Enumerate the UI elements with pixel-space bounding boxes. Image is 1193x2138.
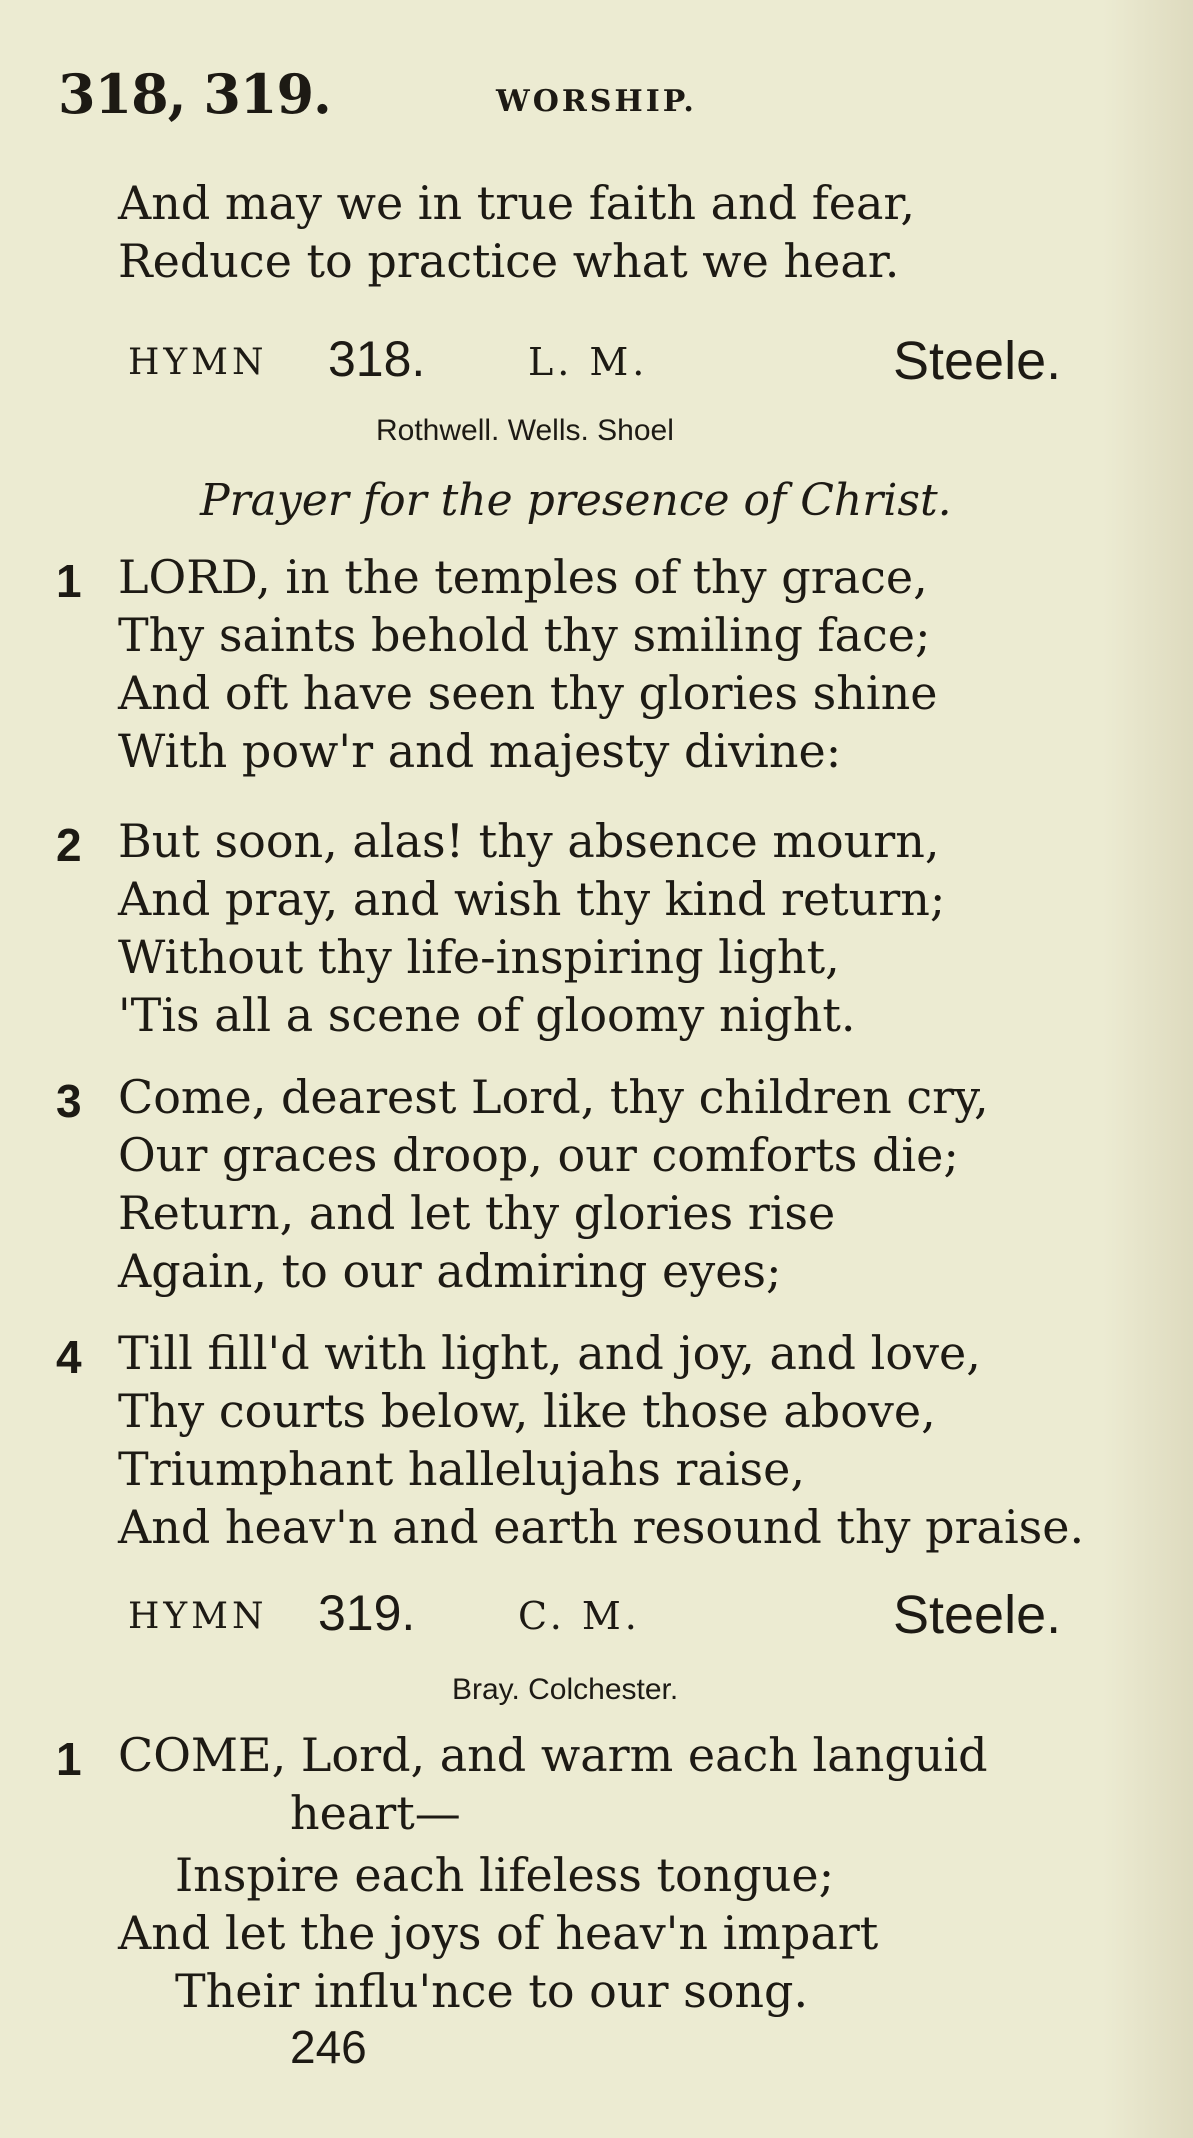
stanza-number: 1 xyxy=(56,1733,82,1785)
hymn-318-heading xyxy=(128,330,1193,390)
hymn-label: HYMN xyxy=(128,342,268,383)
hymn-318-tunes: Rothwell. Wells. Shoel xyxy=(376,414,674,447)
verse-line: And oft have seen thy glories shine xyxy=(118,666,938,720)
verse-line: Triumphant hallelujahs raise, xyxy=(118,1442,806,1496)
verse-line: Their influ'nce to our song. xyxy=(175,1964,809,2018)
verse-line: With pow'r and majesty divine: xyxy=(118,724,842,778)
stanza-number: 4 xyxy=(56,1331,82,1383)
verse-line: LORD, in the temples of thy grace, xyxy=(118,550,928,604)
verse-line: But soon, alas! thy absence mourn, xyxy=(118,814,940,868)
stanza-number: 3 xyxy=(56,1075,82,1127)
verse-line: Come, dearest Lord, thy children cry, xyxy=(118,1070,989,1124)
hymn-319-heading xyxy=(128,1584,1193,1644)
verse-line: Thy saints behold thy smiling face; xyxy=(118,608,931,662)
hymn-author: Steele. xyxy=(893,1585,1062,1645)
page-numbers: 318, 319. xyxy=(58,62,331,126)
hymn-number: 318. xyxy=(328,331,426,387)
page-header xyxy=(58,62,1158,132)
verse-line: COME, Lord, and warm each languid xyxy=(118,1728,988,1782)
hymn-319-tunes: Bray. Colchester. xyxy=(452,1673,679,1706)
verse-line: And let the joys of heav'n impart xyxy=(118,1906,879,1960)
verse-line: Till fill'd with light, and joy, and love, xyxy=(118,1326,981,1380)
hymn-318-subject: Prayer for the presence of Christ. xyxy=(200,475,952,526)
carryover-line-1: And may we in true faith and fear, xyxy=(118,176,915,230)
folio-number: 246 xyxy=(290,2021,367,2073)
verse-line: Our graces droop, our comforts die; xyxy=(118,1128,959,1182)
verse-line: Inspire each lifeless tongue; xyxy=(175,1848,835,1902)
carryover-line-2: Reduce to practice what we hear. xyxy=(118,234,900,288)
verse-line: Return, and let thy glories rise xyxy=(118,1186,836,1240)
hymn-label: HYMN xyxy=(128,1596,268,1637)
verse-line: And heav'n and earth resound thy praise. xyxy=(118,1500,1085,1554)
verse-line: Again, to our admiring eyes; xyxy=(118,1244,782,1298)
page-edge-shadow xyxy=(1103,0,1193,2138)
verse-line: Thy courts below, like those above, xyxy=(118,1384,936,1438)
verse-line: heart— xyxy=(290,1786,461,1840)
stanza-number: 1 xyxy=(56,555,82,607)
verse-line: 'Tis all a scene of gloomy night. xyxy=(118,988,856,1042)
verse-line: Without thy life-inspiring light, xyxy=(118,930,840,984)
hymn-number: 319. xyxy=(318,1585,416,1641)
running-title: WORSHIP. xyxy=(496,84,697,119)
stanza-number: 2 xyxy=(56,819,82,871)
verse-line: And pray, and wish thy kind return; xyxy=(118,872,946,926)
hymn-meter: L. M. xyxy=(528,340,649,384)
hymn-author: Steele. xyxy=(893,331,1062,391)
hymn-meter: C. M. xyxy=(518,1594,641,1638)
